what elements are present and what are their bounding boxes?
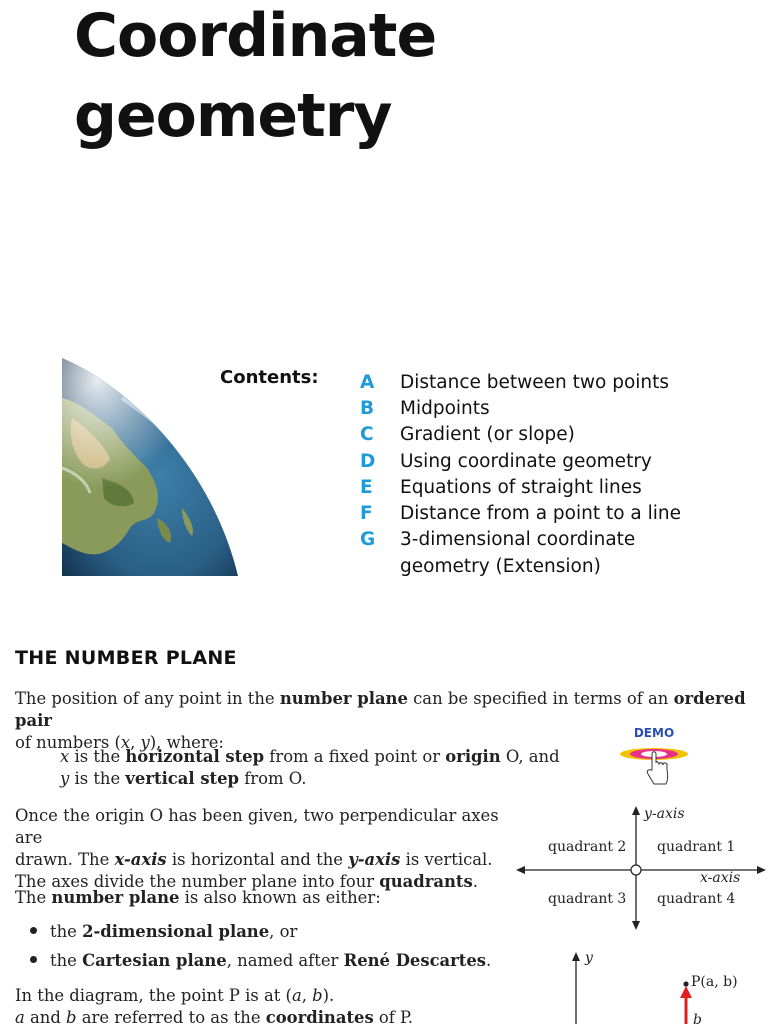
math-x: x [60, 747, 70, 766]
quadrant-diagram [516, 806, 766, 930]
bullet-item [30, 921, 550, 943]
toc-letter: B [360, 397, 375, 419]
term-rene-descartes: René Descartes [343, 951, 487, 970]
bullet-item [30, 950, 550, 972]
toc-continuation: geometry (Extension) [400, 555, 601, 577]
toc-item[interactable] [360, 369, 760, 395]
toc-letter: G [360, 529, 376, 551]
quadrant-1-label: quadrant 1 [657, 839, 736, 855]
x-axis-label: x-axis [700, 870, 741, 886]
quadrant-2-label: quadrant 2 [548, 839, 627, 855]
paragraph-steps [60, 746, 580, 790]
text-run: of P. [373, 1008, 413, 1027]
toc-text: Distance from a point to a line [400, 503, 682, 525]
text-run: O, and [500, 747, 560, 766]
text-run: ). [322, 986, 335, 1005]
b-label: b [693, 1012, 702, 1028]
text-run: can be specified in terms of an [407, 689, 674, 708]
text-run: The [15, 888, 52, 907]
quadrant-4-label: quadrant 4 [657, 891, 736, 907]
bullet-icon [30, 956, 37, 963]
text-run: is vertical. [400, 850, 493, 869]
toc-text: Midpoints [400, 397, 490, 419]
text-run: . [486, 951, 492, 970]
term-number-plane: number plane [279, 689, 408, 708]
globe-image [62, 358, 240, 576]
text-run: of numbers ( [15, 733, 121, 752]
text-run: In the diagram, the point P is at ( [15, 986, 292, 1005]
toc-text: Gradient (or slope) [400, 424, 575, 446]
toc-item[interactable] [360, 448, 760, 474]
text-run: the [50, 922, 83, 941]
term-vertical-step: vertical step [125, 769, 240, 788]
toc-letter: D [360, 450, 376, 472]
quadrant-3-label: quadrant 3 [548, 891, 627, 907]
paragraph-also-known [15, 887, 535, 909]
text-run: The position of any point in the [15, 689, 280, 708]
term-y-axis: y-axis [348, 850, 401, 869]
text-run: , named after [226, 951, 344, 970]
math-y: y [140, 733, 150, 752]
term-x-axis: x-axis [114, 850, 167, 869]
toc-letter: F [360, 503, 373, 525]
table-of-contents [360, 369, 760, 579]
demo-label: DEMO [633, 726, 675, 740]
toc-letter: C [360, 424, 374, 446]
text-run: , [130, 733, 141, 752]
toc-item[interactable] [360, 500, 760, 526]
term-horizontal-step: horizontal step [125, 747, 265, 766]
toc-text: Equations of straight lines [400, 476, 642, 498]
paragraph-axes [15, 805, 525, 893]
term-ordered-pair: ordered pair [15, 689, 746, 730]
math-y: y [60, 769, 70, 788]
text-run: are referred to as the [76, 1008, 266, 1027]
term-2d-plane: 2-dimensional plane [82, 922, 270, 941]
text-run: . [472, 872, 478, 891]
toc-item[interactable] [360, 395, 760, 421]
term-coordinates: coordinates [265, 1008, 374, 1027]
text-run: Once the origin O has been given, two perpendicular axes are [15, 806, 499, 847]
y-axis-label: y-axis [644, 806, 685, 822]
text-run: drawn. The [15, 850, 115, 869]
math-a: a [15, 1008, 25, 1027]
chapter-title-line2: geometry [74, 81, 392, 151]
text-run: , or [269, 922, 298, 941]
text-run: from a fixed point or [264, 747, 446, 766]
math-b: b [66, 1008, 77, 1027]
quadrant-axes [516, 806, 766, 930]
math-b: b [312, 986, 323, 1005]
chapter-title-line1: Coordinate [74, 1, 437, 71]
text-run: and [24, 1008, 67, 1027]
section-heading: THE NUMBER PLANE [15, 647, 237, 669]
text-run: ), where: [149, 733, 224, 752]
toc-text: Distance between two points [400, 371, 670, 393]
term-origin: origin [445, 747, 501, 766]
paragraph-point-p [15, 985, 535, 1029]
text-run: the [50, 951, 83, 970]
toc-item[interactable] [360, 527, 760, 553]
demo-button[interactable] [618, 726, 690, 788]
toc-item[interactable] [360, 422, 760, 448]
demo-hand-icon [618, 740, 690, 788]
text-run: from O. [239, 769, 307, 788]
term-cartesian-plane: Cartesian plane [82, 951, 227, 970]
text-run: is also known as either: [179, 888, 381, 907]
toc-text: 3-dimensional coordinate [400, 529, 636, 551]
math-a: a [291, 986, 302, 1005]
text-run: , [301, 986, 313, 1005]
term-quadrants: quadrants [379, 872, 473, 891]
y-label: y [585, 950, 593, 966]
toc-letter: A [360, 371, 375, 393]
bullet-icon [30, 927, 37, 934]
term-number-plane: number plane [51, 888, 180, 907]
contents-label: Contents: [220, 367, 319, 388]
text-run: The axes divide the number plane into four [15, 872, 380, 891]
point-p-label: P(a, b) [691, 974, 738, 990]
toc-text: Using coordinate geometry [400, 450, 652, 472]
math-x: x [120, 733, 131, 752]
toc-letter: E [360, 476, 373, 498]
point-p-diagram [560, 948, 760, 1028]
text-run: is the [69, 747, 126, 766]
text-run: is the [69, 769, 126, 788]
text-run: is horizontal and the [166, 850, 349, 869]
toc-item[interactable] [360, 474, 760, 500]
